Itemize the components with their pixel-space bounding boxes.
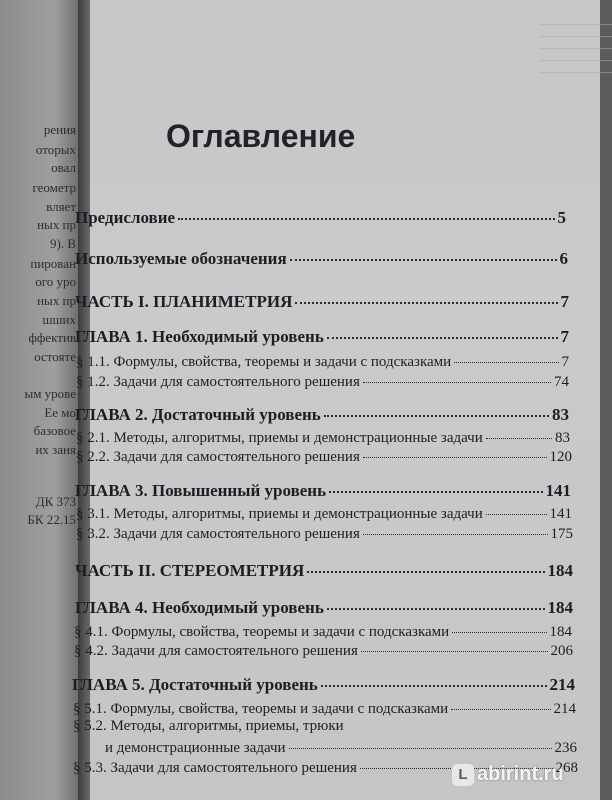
dot-leader <box>295 302 557 304</box>
dot-leader <box>363 534 548 535</box>
toc-entry-title: ЧАСТЬ II. СТЕРЕОМЕТРИЯ <box>75 561 305 580</box>
toc-entry-section <box>76 430 570 447</box>
toc-entry-title: ГЛАВА 1. Необходимый уровень <box>75 327 324 346</box>
toc-entry-title: § 5.1. Формулы, свойства, теоремы и задачи с подсказками <box>73 701 449 717</box>
facing-page-line: ым урове <box>24 386 76 401</box>
toc-entry-chapter <box>72 675 575 695</box>
facing-page-line: БК 22.15 <box>27 512 76 527</box>
dot-leader <box>324 415 549 417</box>
toc-entry-title: § 4.1. Формулы, свойства, теоремы и задачи с подсказками <box>74 624 450 640</box>
facing-page-line: ого уро <box>35 274 76 289</box>
facing-page-line: вляет <box>46 199 76 214</box>
dot-leader <box>290 259 557 261</box>
dot-leader <box>451 709 550 710</box>
toc-entry-page: 184 <box>547 598 573 617</box>
toc-entry-section-title: § 5.2. Методы, алгоритмы, приемы, трюки <box>73 718 344 734</box>
toc-entry-part <box>75 292 569 312</box>
toc-entry-section <box>74 643 573 660</box>
toc-entry-page: 206 <box>550 643 573 659</box>
dot-leader <box>307 571 544 573</box>
facing-page-line: ных пр <box>37 293 76 308</box>
toc-entry-chapter <box>75 405 569 425</box>
table-of-contents <box>72 0 612 800</box>
dot-leader <box>321 685 547 687</box>
toc-entry-page: 236 <box>554 740 577 756</box>
toc-entry-page: 83 <box>555 430 570 446</box>
labirint-watermark <box>452 763 564 786</box>
toc-entry-title: Предисловие <box>75 208 176 227</box>
facing-page-line: оторых <box>35 142 76 157</box>
facing-page-line: геометр <box>32 180 76 195</box>
toc-entry-title: § 3.2. Задачи для самостоятельного решения <box>76 526 360 542</box>
toc-entry-title: ГЛАВА 3. Повышенный уровень <box>75 481 327 500</box>
toc-entry-title: Используемые обозначения <box>75 249 287 268</box>
toc-entry-page: 74 <box>554 374 569 390</box>
dot-leader <box>454 362 558 363</box>
facing-page-line: ффектив <box>28 330 76 345</box>
toc-entry-chapter <box>75 598 573 618</box>
toc-entry-title: § 1.1. Формулы, свойства, теоремы и задачи с подсказками <box>76 354 452 370</box>
contents-page <box>72 0 612 800</box>
toc-entry-chapter <box>75 481 571 501</box>
dot-leader <box>327 337 558 339</box>
toc-entry-page: 184 <box>547 561 573 580</box>
toc-entry-chapter <box>75 327 569 347</box>
toc-entry-section <box>105 740 577 757</box>
watermark-text: abirint.ru <box>477 763 564 785</box>
facing-page-line: базовое <box>33 423 76 438</box>
facing-page-line: ных пр <box>37 217 76 232</box>
dot-leader <box>178 218 554 220</box>
toc-entry-section <box>76 526 573 543</box>
facing-page <box>0 0 78 800</box>
dot-leader <box>452 632 546 633</box>
toc-entry-page: 214 <box>553 701 576 717</box>
labirint-logo-icon: L <box>452 764 474 786</box>
toc-entry-section <box>76 374 569 391</box>
dot-leader <box>361 651 548 652</box>
facing-page-line: ДК 373 <box>35 494 76 509</box>
toc-entry-page: 7 <box>561 354 569 370</box>
toc-entry-title: ЧАСТЬ I. ПЛАНИМЕТРИЯ <box>75 292 293 311</box>
toc-entry-title: § 2.1. Методы, алгоритмы, приемы и демонстрационные задачи <box>76 430 483 446</box>
facing-page-line: овал <box>51 160 76 175</box>
toc-entry-page: 184 <box>549 624 572 640</box>
toc-entry-page: 141 <box>549 506 572 522</box>
toc-entry-title: § 1.2. Задачи для самостоятельного решения <box>76 374 360 390</box>
facing-page-line: пирован <box>30 256 76 271</box>
toc-entry-page: 5 <box>557 208 566 227</box>
dot-leader <box>363 457 547 458</box>
toc-entry-page: 83 <box>552 405 569 424</box>
toc-entry-title: § 4.2. Задачи для самостоятельного решения <box>74 643 358 659</box>
toc-entry-title: ГЛАВА 2. Достаточный уровень <box>75 405 321 424</box>
toc-entry-title: ГЛАВА 4. Необходимый уровень <box>75 598 324 617</box>
toc-entry-page: 214 <box>549 675 575 694</box>
toc-entry-page: 7 <box>560 292 569 311</box>
facing-page-line: Ее мо <box>44 405 76 420</box>
toc-entry-page: 175 <box>550 526 573 542</box>
toc-entry-page: 7 <box>560 327 569 346</box>
dot-leader <box>486 514 547 515</box>
toc-entry-section <box>76 506 572 523</box>
toc-entry-title: § 2.2. Задачи для самостоятельного решения <box>76 449 360 465</box>
toc-entry-section <box>74 624 572 641</box>
toc-entry-preface <box>75 208 566 228</box>
toc-entry-section <box>73 701 576 718</box>
facing-page-line: их заня <box>35 442 76 457</box>
toc-entry-page: 6 <box>559 249 568 268</box>
toc-entry-page: 268 <box>555 760 578 776</box>
facing-page-line: 9). В <box>50 236 76 251</box>
dot-leader <box>329 491 542 493</box>
toc-entry-title: § 5.3. Задачи для самостоятельного решения <box>73 760 357 776</box>
dot-leader <box>486 438 552 439</box>
toc-entry-part <box>75 561 573 581</box>
toc-entry-page: 141 <box>545 481 571 500</box>
toc-entry-page: 120 <box>549 449 572 465</box>
toc-entry-title: ГЛАВА 5. Достаточный уровень <box>72 675 318 694</box>
toc-entry-section <box>76 449 572 466</box>
facing-page-line: остояте <box>34 349 76 364</box>
page-title: Оглавление <box>166 118 356 154</box>
bleed-through-text: ———————— ———————— ———————— ———————— ———————— <box>540 19 612 77</box>
toc-entry-title: § 3.1. Методы, алгоритмы, приемы и демонстрационные задачи <box>76 506 483 522</box>
toc-entry-title-continuation: и демонстрационные задачи <box>105 740 286 756</box>
facing-page-line: рения <box>43 122 76 137</box>
facing-page-line: шших <box>42 312 76 327</box>
toc-entry-section <box>76 354 569 371</box>
dot-leader <box>363 382 551 383</box>
dot-leader <box>327 608 545 610</box>
toc-entry-notation <box>75 249 568 269</box>
dot-leader <box>289 748 552 749</box>
